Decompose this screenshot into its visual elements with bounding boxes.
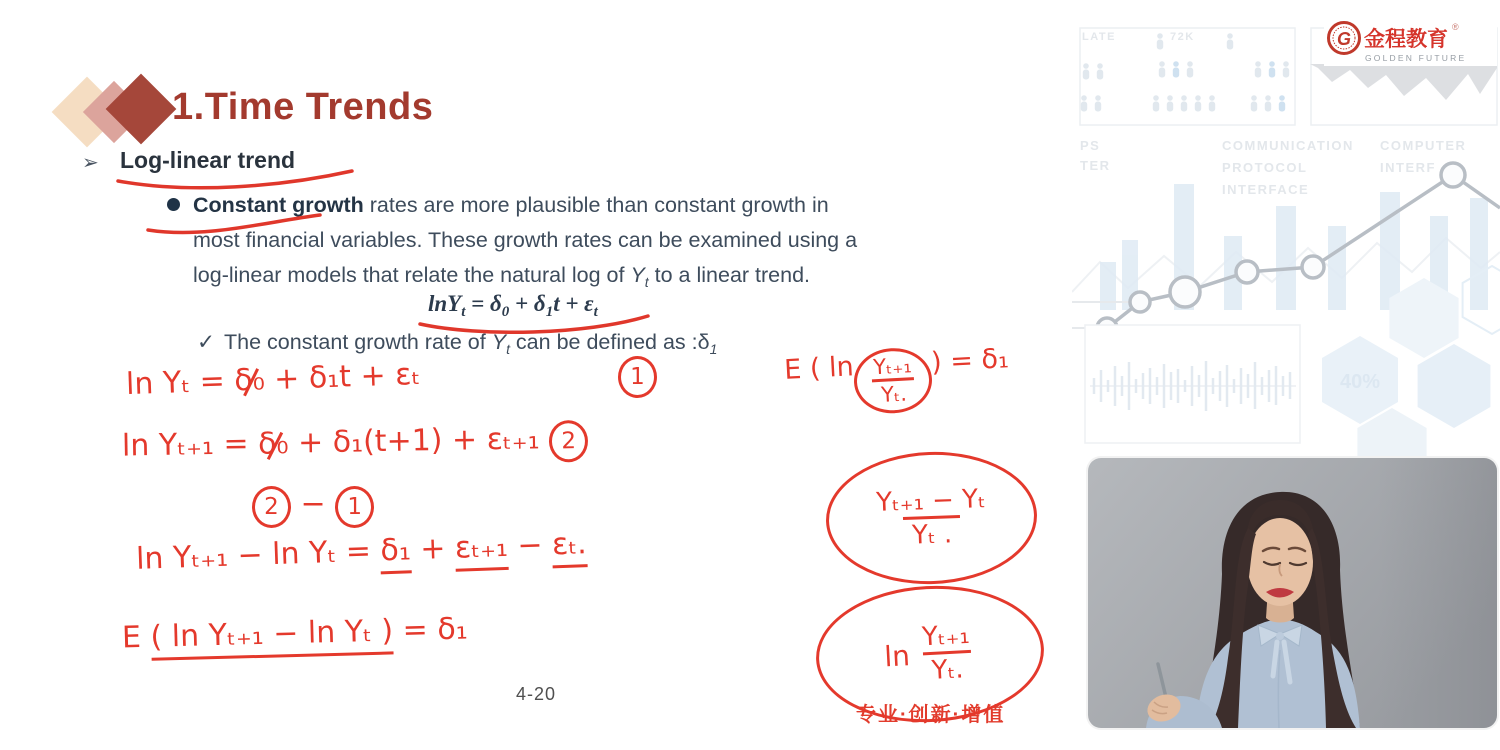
bullet-dot-icon: [167, 198, 180, 211]
people-icons: [1081, 31, 1289, 112]
label-protocol: PROTOCOL: [1222, 160, 1308, 175]
background-infographic: [1072, 0, 1500, 458]
brand-name: 金程教育: [1364, 28, 1448, 51]
check-icon: ✓: [197, 330, 216, 354]
logo-monogram: G: [1336, 29, 1352, 49]
circled-fraction-growth: $\frac{\text{Yₜ₊₁}}{\text{Yₜ.}}$: [853, 346, 934, 415]
paragraph-line-1: Constant growth rates are more plausible than constant growth in: [193, 193, 829, 217]
circled-log-growth-fraction: ln $\frac{\text{Yₜ₊₁}}{\text{Yₜ.}}$: [813, 580, 1048, 728]
section-heading: Log-linear trend: [120, 147, 296, 173]
hexagon-percent-label: 40%: [1339, 371, 1381, 393]
struck-delta0: δ₀: [257, 425, 289, 462]
label-ter: TER: [1080, 158, 1111, 173]
paragraph-line-3: log-linear models that relate the natural log of $Y_t$ to a linear trend.: [193, 263, 811, 290]
page-number: 4-20: [516, 684, 557, 704]
handwritten-subtraction: 2 − 1: [252, 486, 374, 528]
handwritten-eq-2: ln Yₜ₊₁ = δ₀ + δ₁(t+1) + εₜ₊₁ 2: [122, 420, 589, 470]
circled-number-2: 2: [252, 486, 291, 528]
label-communication: COMMUNICATION: [1222, 138, 1354, 153]
label-interf: INTERF: [1380, 160, 1436, 175]
bold-phrase: Constant growth: [193, 193, 364, 217]
instructor-illustration: [1088, 458, 1497, 728]
label-72k: 72K: [1170, 31, 1195, 43]
brand-subtitle: GOLDEN FUTURE: [1365, 53, 1467, 63]
slogan-text: 专业·创新·增值: [856, 704, 1006, 726]
sparkline-panel: [1085, 325, 1300, 443]
registered-mark: ®: [1452, 22, 1459, 32]
handwritten-eq-1: ln Yₜ = δ₀ + δ₁t + εₜ: [125, 356, 421, 403]
brand-logo: [1324, 8, 1497, 66]
label-ps: PS: [1080, 138, 1101, 153]
label-interface: INTERFACE: [1222, 182, 1310, 197]
struck-delta0: δ₀: [233, 362, 266, 399]
check-note: ✓ The constant growth rate of $Y_t$ can be defined as $:\delta_1$: [197, 330, 718, 357]
handwritten-eq-3: ln Yₜ₊₁ − ln Yₜ = δ₁ + εₜ₊₁ − εₜ.: [135, 526, 588, 577]
arrow-bullet-icon: ➢: [82, 152, 99, 174]
instructor-webcam-video: [1088, 458, 1497, 728]
webcam-vignette: [1378, 458, 1497, 728]
handwritten-eq-right: E ( ln $\frac{\text{Yₜ₊₁}}{\text{Yₜ.}}$ ) = δ₁: [783, 342, 1011, 419]
circled-number-2: 2: [549, 420, 589, 463]
circled-simple-growth-fraction: $\frac{\text{Yₜ₊₁ − Yₜ}}{\text{Yₜ .}}$: [824, 448, 1039, 587]
page-title: 1.Time Trends: [172, 86, 434, 128]
label-late: LATE: [1082, 31, 1116, 43]
circled-number-1: 1: [618, 356, 657, 398]
body-paragraph: [193, 188, 973, 300]
label-computer: COMPUTER: [1380, 138, 1467, 153]
slide-formula: $\ln Y_t = \delta_0 + \delta_1t + \varepsilon_t$: [428, 291, 598, 320]
circled-number-1: 1: [335, 486, 374, 528]
paragraph-line-2: most financial variables. These growth rates can be examined using a: [193, 228, 858, 252]
handwritten-eq-4: E ( ln Yₜ₊₁ − ln Yₜ ) = δ₁: [122, 611, 469, 655]
mountain-chart: [1310, 64, 1497, 100]
